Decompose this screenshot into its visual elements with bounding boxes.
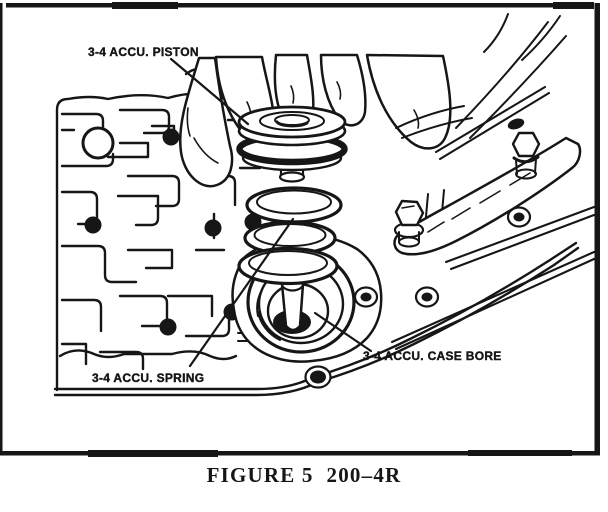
accumulator-piston xyxy=(239,107,345,182)
label-case-bore: 3-4 ACCU. CASE BORE xyxy=(363,349,502,363)
label-piston: 3-4 ACCU. PISTON xyxy=(88,45,199,59)
figure-caption: FIGURE 5 200–4R xyxy=(206,463,402,487)
accumulator-spring xyxy=(239,188,341,284)
label-spring: 3-4 ACCU. SPRING xyxy=(92,371,205,385)
wrist-contours xyxy=(456,14,566,138)
hand-edge xyxy=(395,138,580,254)
